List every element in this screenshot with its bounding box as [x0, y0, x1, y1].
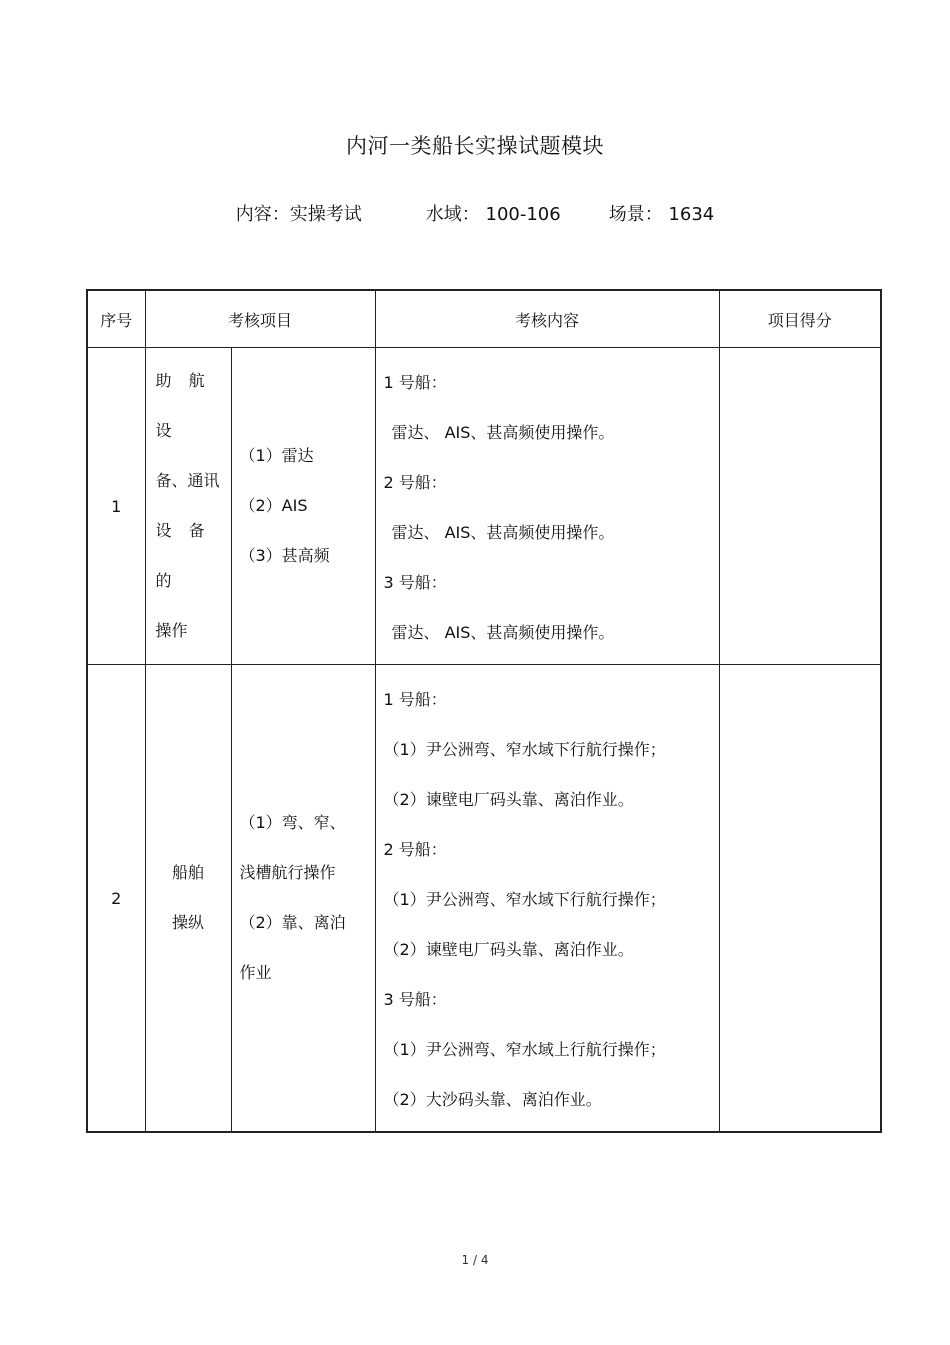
row-number: 2	[87, 665, 145, 1133]
item-line: （2）AIS	[239, 496, 308, 515]
header-item: 考核项目	[145, 290, 375, 348]
row-category	[145, 665, 231, 1133]
content-line: （2）大沙码头靠、离泊作业。	[383, 1090, 602, 1109]
header-score: 项目得分	[719, 290, 881, 348]
category-line: 操作	[155, 621, 188, 640]
content-line: 2 号船：	[383, 840, 447, 859]
item-line: （1）雷达	[239, 446, 314, 465]
exam-table	[86, 289, 882, 1133]
header-content: 考核内容	[375, 290, 719, 348]
row-content	[375, 665, 719, 1133]
page-number: 1 / 4	[461, 1253, 489, 1267]
row-items	[231, 348, 375, 665]
content-line: 2 号船：	[383, 473, 447, 492]
header-no: 序号	[87, 290, 145, 348]
content-line: 1 号船：	[383, 690, 447, 709]
row-score	[719, 348, 881, 665]
content-line: （2）谏壁电厂码头靠、离泊作业。	[383, 790, 634, 809]
row-items	[231, 665, 375, 1133]
row-content	[375, 348, 719, 665]
item-line: （1）弯、窄、	[239, 813, 346, 832]
content-line: 雷达、 AIS、甚高频使用操作。	[391, 623, 615, 642]
meta-content: 内容：实操考试	[235, 204, 362, 225]
item-line: 作业	[239, 963, 272, 982]
content-line: 1 号船：	[383, 373, 447, 392]
table-header-row	[87, 290, 881, 348]
item-line: （2）靠、离泊	[239, 913, 346, 932]
category-line: 助 航 设	[155, 371, 211, 440]
content-line: （1）尹公洲弯、窄水域下行航行操作；	[383, 740, 666, 759]
document-title: 内河一类船长实操试题模块	[346, 134, 604, 158]
content-line: （2）谏壁电厂码头靠、离泊作业。	[383, 940, 634, 959]
category-line: 船舶	[171, 863, 204, 882]
item-line: （3）甚高频	[239, 546, 330, 565]
row-score	[719, 665, 881, 1133]
meta-waters: 水域： 100-106	[425, 204, 561, 225]
content-line: 3 号船：	[383, 573, 447, 592]
row-number: 1	[87, 348, 145, 665]
content-line: 雷达、 AIS、甚高频使用操作。	[391, 523, 615, 542]
content-line: （1）尹公洲弯、窄水域下行航行操作；	[383, 890, 666, 909]
meta-scene: 场景： 1634	[608, 204, 715, 225]
category-line: 操纵	[171, 913, 204, 932]
content-line: 3 号船：	[383, 990, 447, 1009]
table-row	[87, 348, 881, 665]
table-row	[87, 665, 881, 1133]
category-line: 设 备 的	[155, 521, 211, 590]
content-line: （1）尹公洲弯、窄水域上行航行操作；	[383, 1040, 666, 1059]
category-line: 备、通讯	[155, 471, 220, 490]
meta-line	[0, 200, 950, 226]
item-line: 浅槽航行操作	[239, 863, 336, 882]
row-category	[145, 348, 231, 665]
content-line: 雷达、 AIS、甚高频使用操作。	[391, 423, 615, 442]
